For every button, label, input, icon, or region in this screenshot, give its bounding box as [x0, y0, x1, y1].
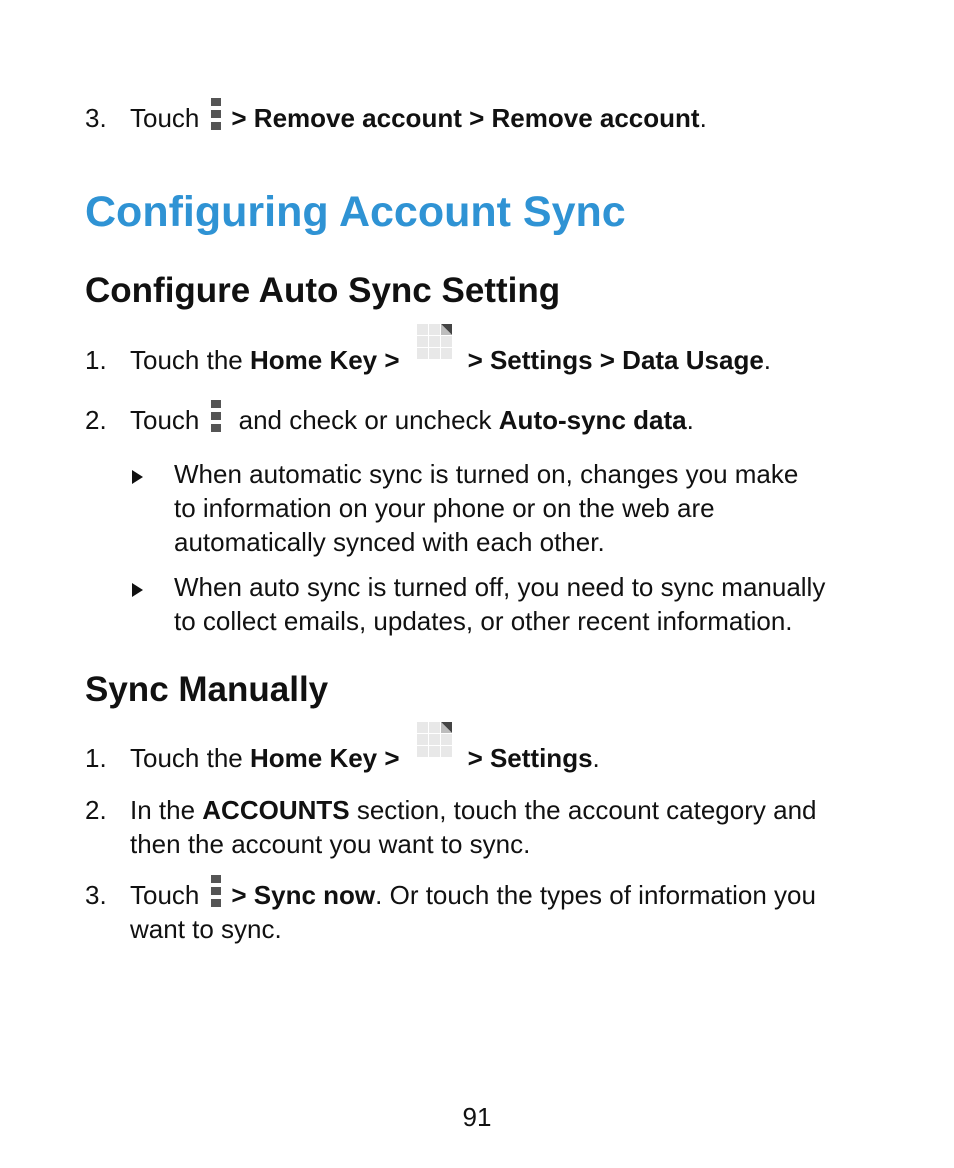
bullet-arrow-icon: [132, 583, 143, 597]
list-item: When auto sync is turned off, you need to sync manually to collect emails, updates, or other recent information.: [174, 572, 826, 636]
page-title: Configuring Account Sync: [85, 188, 626, 236]
apps-grid-icon: [416, 741, 454, 775]
section-heading-auto-sync: Configure Auto Sync Setting: [85, 271, 561, 310]
menu-dots-icon: [211, 878, 221, 912]
step-text: In the ACCOUNTS section, touch the account category and then the account you want to sync.: [130, 795, 817, 859]
page-number: 91: [462, 1102, 492, 1132]
menu-path: > Remove account > Remove account: [231, 103, 700, 133]
step-number: 1.: [85, 345, 107, 375]
home-key-label: Home Key >: [249, 743, 400, 773]
step-number: 3.: [85, 103, 107, 133]
sync-now-label: > Sync now: [231, 880, 376, 910]
step-number: 1.: [85, 743, 107, 773]
accounts-label: ACCOUNTS: [202, 795, 350, 825]
step-text: Touch > Sync now. Or touch the types of information you want to sync.: [130, 878, 816, 946]
step-number: 3.: [85, 880, 107, 910]
touch-label: Touch: [130, 103, 200, 133]
menu-path: > Settings: [467, 743, 593, 773]
menu-dots-icon: [211, 101, 221, 135]
apps-grid-icon: [416, 343, 454, 377]
step-text: Touch the Home Key > > Settings > Data Usage.: [130, 343, 771, 377]
step-text: Touch > Remove account > Remove account.: [130, 101, 707, 135]
step-number: 2.: [85, 795, 107, 825]
list-item: When automatic sync is turned on, changes you make to information on your phone or on the web are automatically synced with each other.: [174, 459, 799, 557]
section-heading-sync-manually: Sync Manually: [85, 670, 329, 709]
step-text: Touch the Home Key > > Settings.: [130, 741, 600, 775]
step-number: 2.: [85, 405, 107, 435]
bullet-arrow-icon: [132, 470, 143, 484]
menu-path: > Settings > Data Usage: [467, 345, 764, 375]
home-key-label: Home Key >: [249, 345, 400, 375]
auto-sync-label: Auto-sync data: [498, 405, 687, 435]
menu-dots-icon: [211, 403, 221, 437]
step-text: Touch and check or uncheck Auto-sync data.: [130, 403, 694, 437]
